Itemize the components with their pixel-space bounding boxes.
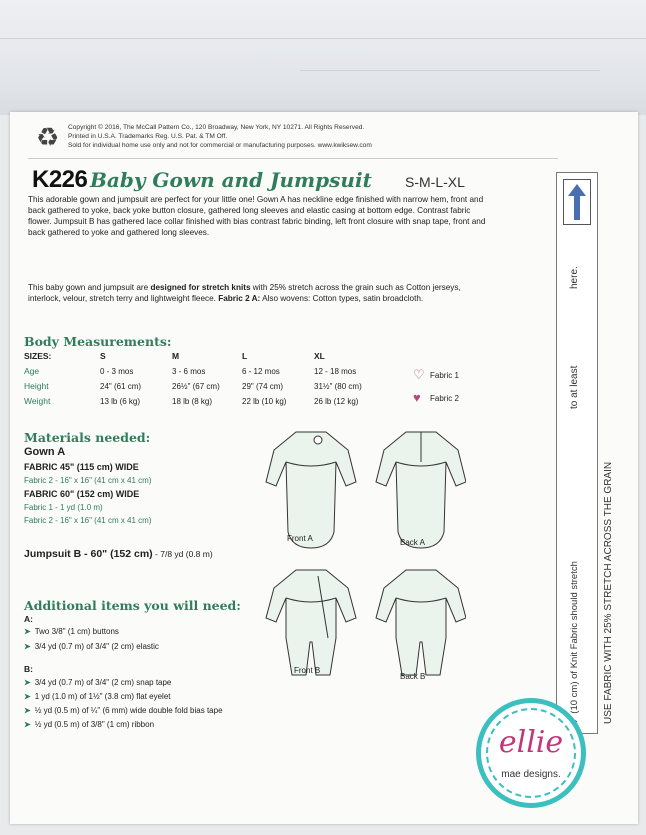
list-item: ➤ 3/4 yd (0.7 m) of 3/4" (2 cm) elastic [24,642,159,651]
row-label-height: Height [24,381,49,391]
stretch-instruction: USE FABRIC WITH 25% STRETCH ACROSS THE GRAIN [603,461,614,724]
additional-a-label: A: [24,614,33,624]
gown-front-a-shape [266,432,356,548]
jumpsuit-front-b-shape [266,570,356,675]
height-m: 26½" (67 cm) [172,382,220,391]
logo-subtitle: mae designs. [501,769,561,780]
size-header-xl: XL [314,351,325,361]
copyright-line-1: Copyright © 2016, The McCall Pattern Co., 120 Broadway, New York, NY 10271. All Rights Reserved. [68,124,365,131]
gown-60-fabric-1: Fabric 1 - 1 yd (1.0 m) [24,503,103,512]
weight-s: 13 lb (6 kg) [100,397,141,406]
pattern-title: Baby Gown and Jumpsuit [90,168,372,192]
sizes-label: SIZES: [24,351,52,361]
stretch-arrow-box [563,179,591,225]
list-item: ➤ ½ yd (0.5 m) of ¼" (6 mm) wide double fold bias tape [24,706,223,715]
pattern-back-sheet [10,112,638,824]
arrow-bullet-icon: ➤ [24,678,31,687]
caption-front-b: Front B [294,666,321,675]
heart-outline-icon: ♡ [413,367,425,382]
gown-fabric-45: FABRIC 45" (115 cm) WIDE [24,462,139,472]
recycle-icon: ♻ [36,122,60,152]
materials-heading: Materials needed: [24,430,151,445]
jumpsuit-back-b-shape [376,570,466,675]
size-header-m: M [172,351,180,361]
gown-fabric-60: FABRIC 60" (152 cm) WIDE [24,489,140,499]
caption-back-b: Back B [400,672,426,681]
list-item: ➤ 3/4 yd (0.7 m) of 3/4" (2 cm) snap tape [24,678,172,687]
size-header-l: L [242,351,248,361]
size-header-s: S [100,351,106,361]
height-xl: 31½" (80 cm) [314,382,362,391]
arrow-bullet-icon: ➤ [24,706,31,715]
stretch-here: here. [569,266,580,289]
arrow-bullet-icon: ➤ [24,692,31,701]
list-item: ➤ Two 3/8" (1 cm) buttons [24,627,119,636]
stretch-guide-box [556,172,598,734]
arrow-bullet-icon: ➤ [24,642,31,651]
up-arrow-icon [564,180,590,224]
fabric-2-legend: Fabric 2 [430,394,459,403]
copyright-line-2: Printed in U.S.A. Trademarks Reg. U.S. Pat. & TM Off. [68,133,228,140]
stretch-to-at-least: to at least [569,365,580,409]
logo-script: ellie [498,725,564,760]
stretch-knit-text: 4" (10 cm) of Knit Fabric should stretch [569,561,580,725]
caption-front-a: Front A [287,534,313,543]
age-s: 0 - 3 mos [100,367,134,376]
gown-45-fabric-2: Fabric 2 - 16" x 16" (41 cm x 41 cm) [24,476,152,485]
additional-b-label: B: [24,664,33,674]
jumpsuit-materials: Jumpsuit B - 60" (152 cm) - 7/8 yd (0.8 m) [24,548,213,560]
fabric-1-legend: Fabric 1 [430,371,459,380]
height-s: 24" (61 cm) [100,382,142,391]
height-l: 29" (74 cm) [242,382,284,391]
caption-back-a: Back A [400,538,425,547]
pattern-number: K226 [32,166,88,193]
row-label-age: Age [24,366,40,376]
weight-xl: 26 lb (12 kg) [314,397,359,406]
weight-m: 18 lb (8 kg) [172,397,213,406]
age-xl: 12 - 18 mos [314,367,357,376]
age-m: 3 - 6 mos [172,367,206,376]
additional-items-heading: Additional items you will need: [24,598,241,613]
flap-fold-line [0,38,646,39]
weight-l: 22 lb (10 kg) [242,397,287,406]
row-label-weight: Weight [24,396,51,406]
age-l: 6 - 12 mos [242,367,280,376]
arrow-bullet-icon: ➤ [24,720,31,729]
divider [28,158,558,159]
size-range: S-M-L-XL [405,174,465,190]
arrow-bullet-icon: ➤ [24,627,31,636]
gown-label: Gown A [24,446,66,458]
flap-fold-line [300,70,600,71]
envelope-flap [0,0,646,115]
description-paragraph: This adorable gown and jumpsuit are perfect for your little one! Gown A has neckline edge finished with narrow hem, front and back gathered to yoke, back yoke button closure, gathered long sleeves and elastic casing at bottom edge. Contrast fabric flower. Jumpsuit B has gathered lace collar finished with bias contrast fabric binding, left front closure with snap tape, front and back gathered to yoke and gathered long sleeves. [28,195,486,237]
ellie-mae-logo [476,698,586,808]
copyright-line-3: Sold for individual home use only and not for commercial or manufacturing purposes. www.kwiksew.com [68,142,372,149]
fabric-paragraph: This baby gown and jumpsuit are designed for stretch knits with 25% stretch across the grain such as Cotton jerseys, interlock, velour, stretch terry and lightweight fleece. Fabric 2 A: Also wovens: Cotton types, satin broadcloth. [28,283,461,303]
garment-illustrations [256,420,466,680]
heart-filled-icon: ♥ [413,390,421,405]
list-item: ➤ 1 yd (1.0 m) of 1½" (3.8 cm) flat eyelet [24,692,171,701]
list-item: ➤ ½ yd (0.5 m) of 3/8" (1 cm) ribbon [24,720,155,729]
body-measurements-heading: Body Measurements: [24,334,172,349]
gown-60-fabric-2: Fabric 2 - 16" x 16" (41 cm x 41 cm) [24,516,152,525]
